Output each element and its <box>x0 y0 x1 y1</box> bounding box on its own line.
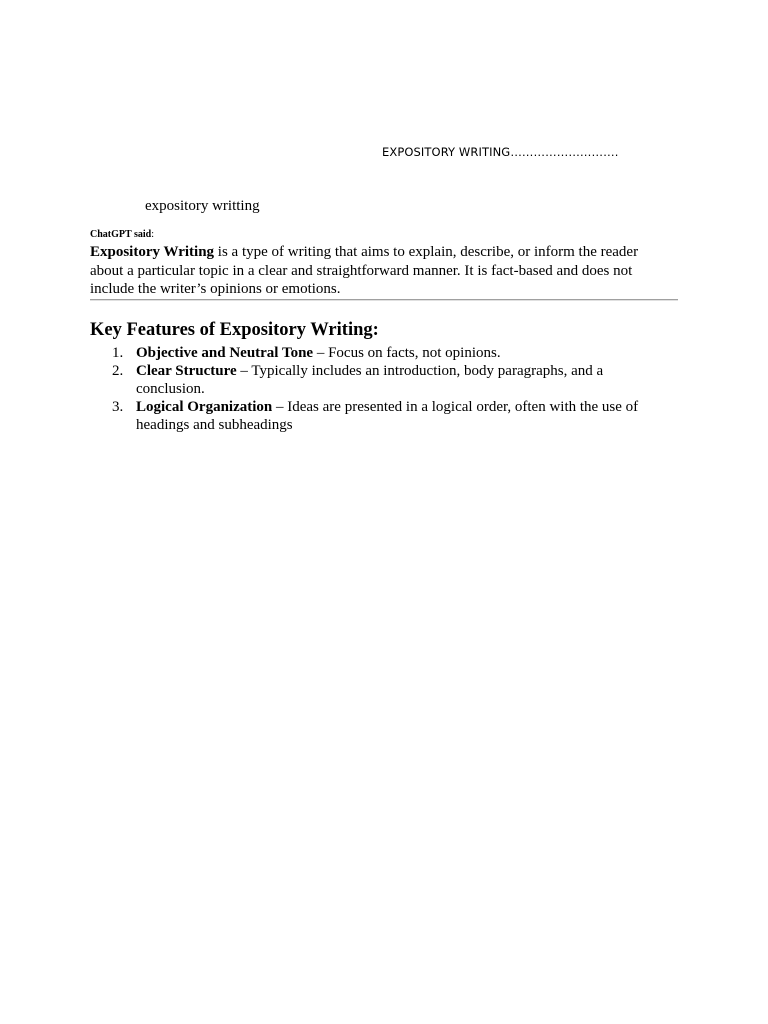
list-item-description: – Ideas are presented in a logical order, often with the use of headings and subheadings <box>136 399 639 433</box>
list-item-number: 3. <box>112 399 124 415</box>
list-item <box>90 362 650 398</box>
key-features-list <box>90 344 650 434</box>
list-item-number: 2. <box>112 363 124 379</box>
intro-paragraph <box>90 243 660 299</box>
chatgpt-said-colon: : <box>151 229 155 240</box>
chatgpt-said-label-text: ChatGPT said <box>90 229 152 240</box>
page-header-title: EXPOSITORY WRITING………………………. <box>382 145 619 159</box>
list-item-number: 1. <box>112 345 124 361</box>
list-item-description: – Typically includes an introduction, body paragraphs, and a conclusion. <box>136 363 604 397</box>
horizontal-divider <box>90 299 678 301</box>
list-item-description: – Focus on facts, not opinions. <box>313 345 501 361</box>
list-item-title: Logical Organization <box>136 399 273 415</box>
list-item-title: Objective and Neutral Tone <box>136 345 314 361</box>
intro-term: Expository Writing <box>90 244 215 260</box>
list-item-title: Clear Structure <box>136 363 237 379</box>
chatgpt-said-label <box>90 229 154 240</box>
key-features-heading: Key Features of Expository Writing: <box>90 320 379 340</box>
user-prompt-text: expository writting <box>145 198 260 214</box>
intro-text: is a type of writing that aims to explain, describe, or inform the reader about a particular topic in a clear and straightforward manner. It is fact-based and does not include the writer’s opinions or emotions. <box>90 244 639 297</box>
list-item <box>90 398 650 434</box>
list-item <box>90 344 650 362</box>
